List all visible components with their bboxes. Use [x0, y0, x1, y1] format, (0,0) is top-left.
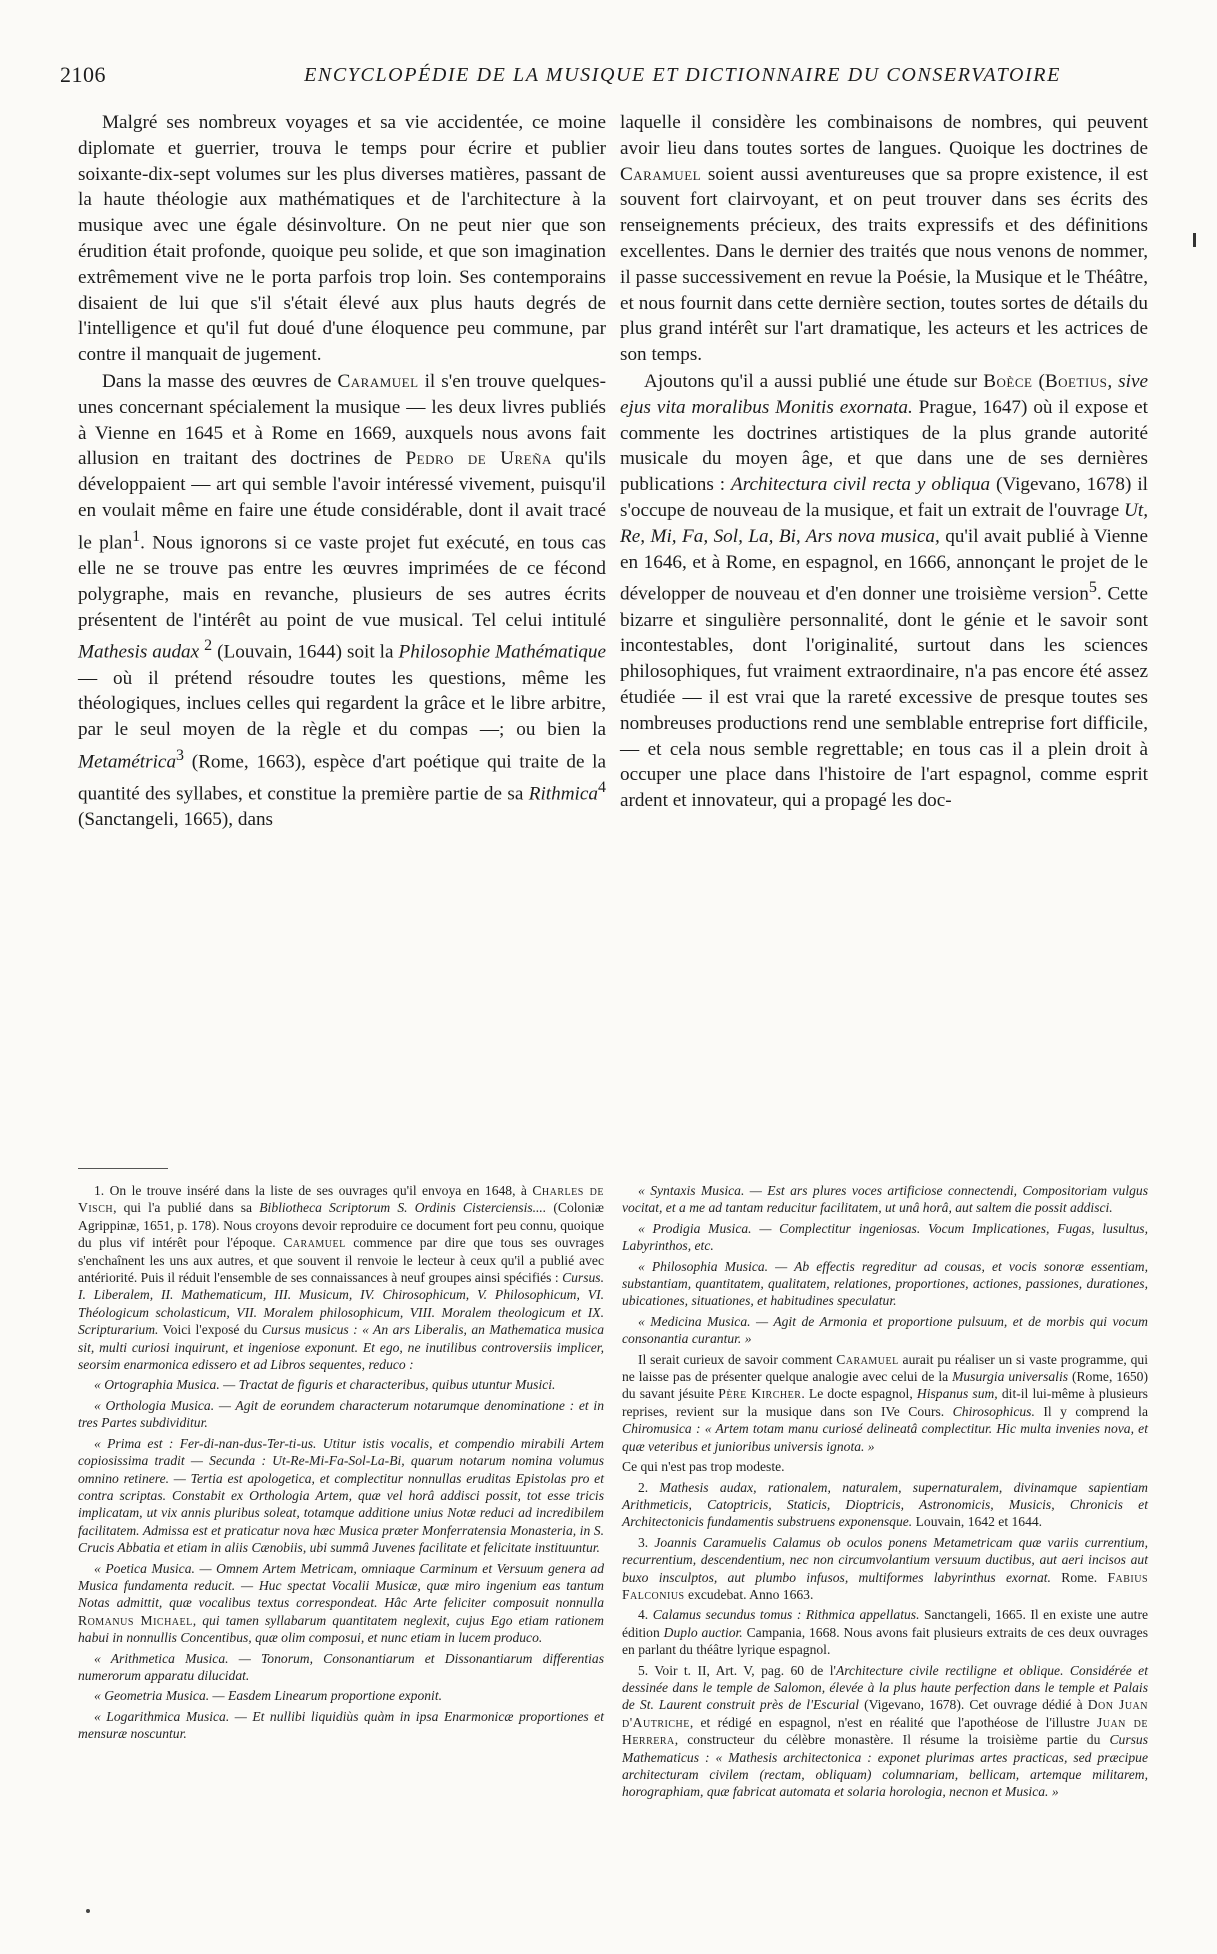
footnote-3 — [622, 1534, 1148, 1604]
work-title: Mathesis audax, rationalem, naturalem, supernaturalem, divinamque sapientiam Arithmeticis, Catoptricis, Staticis, Dioptricis, Astronomicis, Musicis, Chronicis et Architectonicis fundamentis substruens exponensque. — [622, 1479, 1148, 1530]
footnote-ref: 2 — [204, 637, 213, 655]
footnotes-right — [622, 1182, 1148, 1801]
text-run: Sanctangeli, 1665. Il en existe une autre édition — [622, 1607, 1148, 1640]
paragraph — [620, 110, 1148, 368]
quote-item — [78, 1650, 604, 1685]
quote-item — [78, 1376, 604, 1393]
latin-quote: « Mathesis architectonica : exponet plurimas artes practicas, sed præcipue architecturam civilem (rectam, obliquam) columnariam, bellicam, artemque militarem, horographiam, quæ fabricat automata et solaria horologia, necnon et Musica. » — [622, 1749, 1148, 1800]
latin-quote: « Artem totam manu curiosé delineatâ complectitur. Hic multa invenies nova, et quæ veteribus et junioribus universis ignota. » — [622, 1421, 1148, 1454]
footnote-commentary — [622, 1458, 1148, 1475]
work-title: Architectura civil recta y obliqua — [731, 474, 991, 496]
margin-mark — [1193, 233, 1196, 247]
quote-text: « Syntaxis Musica. — Est ars plures voces artificiose connectendi, Compositoriam vulgus vocitat, et a me ad tantam reducitur facilitatem, ut unâ horâ, aut saltem die possit addisci. — [622, 1183, 1148, 1216]
text-run: , et rédigé en espagnol, n'est en réalité que l'apothéose de l'illustre — [689, 1714, 1097, 1730]
text-run: (Coloniæ Agrippinæ, 1651, p. 178). Nous croyons devoir reproduire ce document fort peu connu, quoique du plus vif intérêt pour l'époque. — [78, 1200, 604, 1251]
page-number: 2106 — [60, 62, 106, 87]
cursus-groups: Cursus. I. Liberalem, II. Mathematicum, III. Musicum, IV. Chirosophicum, V. Philosophicum, VI. Théologicum scholasticum, VII. Moralem philosophicum, VIII. Moralem theologicum et IX. Scripturarium. — [78, 1270, 604, 1338]
text-run: laquelle il considère les combinaisons de nombres, qui peuvent avoir lieu dans toutes sortes de langues. Quoique les doctrines de — [620, 112, 1148, 159]
text-run: Louvain, 1642 et 1644. — [912, 1514, 1043, 1530]
text-run: qu'ils développaient — art qui semble l'avoir intéressé vivement, puisqu'il en voulait même en faire une étude considérable, dont il avait tracé le plan — [78, 448, 607, 554]
work-title: Metamétrica — [78, 751, 177, 773]
quote-item — [78, 1708, 604, 1743]
footnote-2 — [622, 1479, 1148, 1531]
quote-text: « Orthologia Musica. — Agit de eorundem characterum notarumque denominatione : et in tres Partes subdividitur. — [78, 1397, 604, 1431]
text-run: qu'il avait publié à Vienne en 1646, et à Rome, en espagnol, en 1666, annonçant le projet de le développer de nouveau et d'en donner une troisième version — [620, 525, 1148, 605]
text-run: 3. — [638, 1534, 655, 1550]
text-run: Ajoutons qu'il a aussi publié une étude sur — [644, 370, 984, 392]
footnote-4 — [622, 1606, 1148, 1658]
quote-text: « Ortographia Musica. — Tractat de figuris et characteribus, quibus utuntur Musici. — [94, 1377, 556, 1393]
work-title: Cursus Mathematicus : — [622, 1732, 1148, 1765]
quote-item — [78, 1435, 604, 1557]
text-run: 2. — [638, 1479, 660, 1495]
name-caramuel: Caramuel — [283, 1235, 346, 1251]
text-run: dit-il lui-même à plusieurs reprises, revient sur la musique dans son IVe Cours. — [622, 1386, 1148, 1419]
body-column-right — [620, 110, 1148, 814]
work-title: Chirosophicus. — [952, 1403, 1035, 1419]
name-caramuel: Caramuel — [337, 370, 419, 392]
work-title: Duplo auctior. — [663, 1624, 743, 1640]
work-title: Philosophie Mathématique — [398, 641, 606, 663]
text-run: aurait pu réaliser un si vaste programme, qui ne laisse pas de présenter quelque analogie avec celui de la — [622, 1351, 1149, 1385]
footnote-ref: 1 — [132, 527, 141, 545]
quote-item — [622, 1258, 1148, 1310]
work-title: , sive ejus vita moralibus Monitis exornata. — [620, 370, 1148, 418]
work-title: Calamus secundus tomus : Rithmica appellatus. — [652, 1607, 920, 1623]
name-romanus-michael: Romanus Michael — [78, 1612, 193, 1628]
footnote-ref: 3 — [176, 746, 185, 764]
latin-quote: « An ars Liberalis, an Mathematica musica sit, multi curiosi inquirunt, et ingeniose exponunt. Et ego, ne inutilibus controversiis implicer, seorsim enarmonica edissero et ad Libros sequentes, reduco : — [78, 1322, 604, 1373]
quote-item — [622, 1182, 1148, 1217]
footnote-1 — [78, 1182, 604, 1373]
paragraph — [78, 110, 606, 368]
quote-text: « Philosophia Musica. — Ab effectis regreditur ad cousas, et vocis sonoræ essentiam, substantiam, quantitatem, qualitatem, relationes, proportiones, actiones, passiones, durationes, ubicationes, situationes, et habitudines speculatur. — [622, 1258, 1148, 1309]
footnotes-left — [78, 1182, 604, 1743]
text-run: (Vigevano, 1678) il s'occupe de nouveau de la musique, et fait un extrait de l'ouvrage — [620, 474, 1148, 521]
paragraph — [620, 369, 1148, 814]
name-herrera: Juan de Herrera — [622, 1714, 1148, 1748]
quote-text: « Medicina Musica. — Agit de Armonia et proportione pulsuum, et de morbis qui vocum consonantia curantur. » — [622, 1313, 1148, 1347]
text-run: (Rome, 1650) du savant jésuite — [622, 1369, 1148, 1402]
text-run: Il y comprend la — [1034, 1403, 1148, 1419]
quote-text: « Logarithmica Musica. — Et nullibi liquidiùs quàm in ipsa Enarmonicæ proportiones et mensuræ noscuntur. — [78, 1708, 604, 1742]
text-run: (Sanctangeli, 1665), dans — [78, 809, 274, 831]
work-title: Architecture civile rectiligne et oblique. Considérée et dessinée dans le temple de Salomon, élevée à la plus haute perfection dans le temple et Palais de St. Laurent construit près de l'Escurial — [622, 1662, 1148, 1713]
quote-item — [622, 1220, 1148, 1255]
work-title: Musurgia universalis — [952, 1369, 1069, 1385]
work-title: Ut, Re, Mi, Fa, Sol, La, Bi, Ars nova musica, — [620, 499, 1148, 547]
running-title: ENCYCLOPÉDIE DE LA MUSIQUE ET DICTIONNAIRE DU CONSERVATOIRE — [304, 64, 1061, 86]
text-run: Rome. — [1050, 1569, 1108, 1585]
text-run: Voici l'exposé du — [158, 1322, 262, 1338]
text-run: ( — [1032, 370, 1045, 392]
name-pedro-de-urena: Pedro de Ureña — [405, 448, 552, 470]
name-kircher: Père Kircher — [718, 1386, 802, 1402]
quote-text: « Poetica Musica. — Omnem Artem Metricam, omniaque Carminum et Versuum genera ad Musica fundamenta reducit. — Huc spectat Vocalii Musicæ, quæ miro ingenium eas tantum Notas admittit, quæ vocalibus textus correspondeat. Hâc Arte feliciter composuit nonnulla — [78, 1560, 604, 1611]
footnote-separator — [78, 1168, 168, 1169]
text-run: . Nous ignorons si ce vaste projet fut exécuté, en tous cas elle ne se trouve pas entre les œuvres imprimées de ce fécond polygraphe, mais en revanche, plusieurs de ses autres écrits présentent de l'intérêt au point de vue musical. Tel celui intitulé — [78, 532, 607, 631]
footnote-ref: 4 — [598, 779, 606, 797]
text-run: . Le docte espagnol, — [801, 1386, 917, 1402]
work-title: Rithmica — [528, 783, 598, 805]
work-title: Chiromusica : — [622, 1421, 701, 1437]
text-run: Ce qui n'est pas trop modeste. — [622, 1459, 785, 1475]
text-run: 1. On le trouve inséré dans la liste de ses ouvrages qu'il envoya en 1648, à — [94, 1183, 533, 1198]
name-don-juan: Don Juan d'Autriche — [622, 1697, 1148, 1730]
work-title: Joannis Caramuelis Calamus ob oculos ponens Metametricam quæ variis currentium, recurrentium, descendentium, nec non circumvolantium versuum ductibus, aut aeri incisos aut buxo insculptos, aut plumbo infusos, multiformes labyrinthus exornat. — [622, 1534, 1149, 1585]
name-caramuel: Caramuel — [620, 163, 702, 185]
quote-text: « Prodigia Musica. — Complectitur ingeniosas. Vocum Implicationes, Fugas, lusultus, Labyrinthos, etc. — [622, 1220, 1148, 1254]
name-caramuel: Caramuel — [836, 1351, 899, 1367]
footnote-commentary — [622, 1351, 1148, 1455]
latin-phrase: Hispanus sum, — [916, 1386, 998, 1402]
work-title: Mathesis audax — [78, 641, 200, 663]
quote-text: , qui tamen syllabarum quantitatem neglexit, cujus Ego etiam rationem habui in nonnullis Concentibus, quæ olim composui, et nunc etiam in lucem produco. — [78, 1612, 604, 1646]
work-title: Bibliotheca Scriptorum S. Ordinis Cisterciensis.... — [259, 1200, 547, 1216]
text-run: (Louvain, 1644) soit la — [212, 641, 399, 663]
quote-item — [78, 1687, 604, 1704]
body-column-left — [78, 110, 606, 833]
paragraph — [78, 369, 606, 833]
text-run: — où il prétend résoudre toutes les questions, même les théologiques, inclues celles qui regardent la grâce et le libre arbitre, par le seul moyen de la règle et du compas —; ou bien la — [78, 667, 606, 741]
text-run: Campania, 1668. Nous avons fait plusieurs extraits de ces deux ouvrages en parlant du théâtre lyrique espagnol. — [622, 1624, 1148, 1658]
text-run: il s'en trouve quelques-unes concernant spécialement la musique — les deux livres publiés à Vienne en 1645 et à Rome en 1669, auxquels nous avons fait allusion en traitant des doctrines de — [78, 370, 607, 470]
quote-text: « Arithmetica Musica. — Tonorum, Consonantiarum et Dissonantiarum differentias numerorum apparatu dilucidat. — [78, 1650, 604, 1683]
work-title: Cursus musicus : — [261, 1322, 358, 1338]
name-falconius: Fabius Falconius — [622, 1569, 1149, 1602]
text-run: 4. — [638, 1607, 653, 1623]
text-run: (Vigevano, 1678). Cet ouvrage dédié à — [859, 1697, 1088, 1713]
footnote-ref: 5 — [1088, 579, 1097, 597]
quote-text: « Prima est : Fer-di-nan-dus-Ter-ti-us. Utitur istis vocalis, et compendio mirabili Artem copiosissima tradit — Secunda : Ut-Re-Mi-Fa-Sol-La-Bi, quarum notarum nomina volumus omnino retinere. — Tertia est apologetica, et complectitur nonnullas eruditas Epistolas pro et contra scriptas. Constabit ex Orthologia Artem, quæ vel horâ addisci possit, tot esse tricis implicatam, ut vix annis pluribus soleat, totamque additione unius Notæ reduci ad incredibilem facilitatem. Admissa est et praticatur nova hæc Musica præter Monferratensia Monasteria, in S. Crucis Abbatia et etiam in aliis Cænobiis, ubi summâ Juvenes facilitate et felicitate instituuntur. — [78, 1435, 604, 1556]
text-run: Dans la masse des œuvres de — [102, 370, 338, 392]
text-run: , constructeur du célèbre monastère. Il résume la troisième partie du — [674, 1732, 1110, 1748]
name-visch: Charles de Visch — [78, 1183, 604, 1216]
running-header — [60, 62, 1155, 96]
name-boetius: Boetius — [1044, 370, 1108, 392]
text-run: , qui l'a publié dans sa — [113, 1200, 260, 1216]
print-dot — [86, 1909, 90, 1913]
quote-item — [622, 1313, 1148, 1348]
footnote-5 — [622, 1662, 1148, 1801]
text-run: Il serait curieux de savoir comment — [638, 1351, 837, 1367]
text-run: 5. Voir t. II, Art. V, pag. 60 de l' — [638, 1662, 836, 1678]
text-run: soient aussi aventureuses que sa propre existence, il est souvent fort clairvoyant, et on peut trouver dans ses écrits des renseignements précieux, des traits expressifs et des définitions excellentes. Dans le dernier des traités que nous venons de nommer, il passe successivement en revue la Poésie, la Musique et le Théâtre, et nous fournit dans cette dernière section, toutes sortes de détails du plus grand intérêt sur l'art dramatique, les acteurs et les actrices de son temps. — [620, 163, 1148, 366]
quote-item — [78, 1397, 604, 1432]
text-run: commence par dire que tous ses ouvrages s'enchaînent les uns aux autres, et que souvent il renvoie le lecteur à ceux qu'il a publié avec antériorité. Puis il réduit l'ensemble de ses connaissances à neuf groupes ainsi spécifiés : — [78, 1235, 604, 1286]
quote-text: « Geometria Musica. — Easdem Linearum proportione exponit. — [94, 1688, 442, 1704]
text-run: Prague, 1647) où il expose et commente les doctrines artistiques de la plus grande autorité musicale du moyen âge, et que dans une de ses dernières publications : — [620, 396, 1149, 496]
paragraph-text: Malgré ses nombreux voyages et sa vie accidentée, ce moine diplomate et guerrier, trouva le temps pour écrire et publier soixante-dix-sept volumes sur les plus diverses matières, passant de la haute théologie aux mathématiques et de l'architecture à la musique avec une égale désinvolture. On ne peut nier que son érudition était profonde, quoique peu solide, et que son imagination extrêmement vive ne le porta parfois trop loin. Ses contemporains disaient de lui que s'il s'était élevé aux plus hauts degrés de l'intelligence et qu'il fut doué d'une éloquence peu commune, par contre il manquait de jugement. — [78, 112, 606, 366]
quote-item — [78, 1560, 604, 1647]
text-run: . Cette bizarre et singulière personnalité, dont le génie et le savoir sont incontestables, dont l'originalité, surtout dans les sciences philosophiques, fut vraiment extraordinaire, n'a pas encore été assez étudiée — il est vrai que la rareté excessive de presque toutes ses nombreuses productions rend une semblable entreprise fort difficile, — et cela nous semble regrettable; en tous cas il a plein droit à occuper une place dans l'histoire de l'art espagnol, comme esprit ardent et innovateur, qui a propagé les doc- — [620, 583, 1148, 812]
text-run: (Rome, 1663), espèce d'art poétique qui traite de la quantité des syllabes, et constitue la première partie de sa — [78, 751, 606, 805]
name-boece: Boèce — [983, 370, 1033, 392]
text-run: excudebat. Anno 1663. — [684, 1586, 814, 1602]
